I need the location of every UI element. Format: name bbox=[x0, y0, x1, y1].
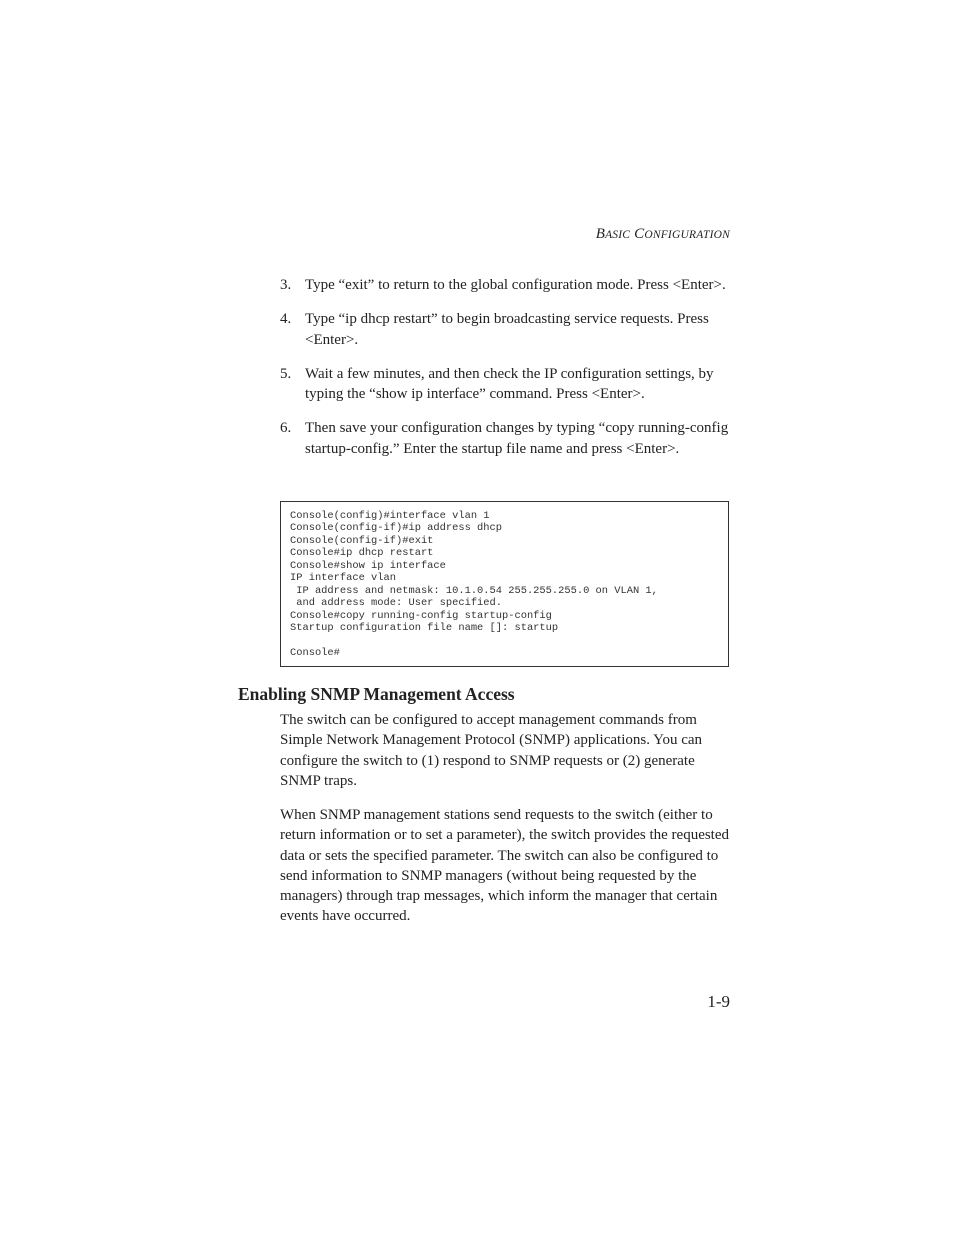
section-heading: Enabling SNMP Management Access bbox=[238, 684, 515, 704]
list-item bbox=[280, 309, 730, 350]
header-cap-b: B bbox=[595, 226, 606, 242]
step-text: Wait a few minutes, and then check the IP configuration settings, by typing the “show ip interface” command. Press <Enter>. bbox=[305, 365, 714, 402]
step-number: 3. bbox=[280, 277, 292, 293]
step-list bbox=[280, 275, 730, 473]
list-item bbox=[280, 364, 730, 405]
header-cap-c: C bbox=[634, 226, 645, 242]
step-text: Type “ip dhcp restart” to begin broadcasting service requests. Press <Enter>. bbox=[305, 311, 709, 348]
step-number: 4. bbox=[280, 311, 292, 327]
step-text: Type “exit” to return to the global configuration mode. Press <Enter>. bbox=[305, 277, 726, 293]
running-header bbox=[596, 226, 730, 243]
console-output: Console(config)#interface vlan 1 Console(config-if)#ip address dhcp Console(config-if)#exit Console#ip dhcp restart Console#show ip interface IP interface vlan IP address and netmask: 10.1.0.54 255.255.255.0 on VLAN 1, and address mode: User specified. Console#copy running-config startup-config Startup configuration file name []: startup Console# bbox=[290, 510, 658, 659]
header-rest-asic: ASIC bbox=[605, 229, 631, 241]
list-item bbox=[280, 275, 730, 296]
paragraph-intro: The switch can be configured to accept management commands from Simple Network Management Protocol (SNMP) applications. You can configure the switch to (1) respond to SNMP requests or (2) generate SNMP traps. bbox=[280, 712, 703, 789]
console-example-box bbox=[280, 501, 729, 667]
list-item bbox=[280, 418, 730, 459]
page-number: 1-9 bbox=[707, 992, 730, 1011]
step-text: Then save your configuration changes by typing “copy running-config startup-config.” Enter the startup file name and press <Enter>. bbox=[305, 420, 729, 457]
header-rest-onfiguration: ONFIGURATION bbox=[644, 229, 730, 241]
step-number: 5. bbox=[280, 365, 292, 382]
step-number: 6. bbox=[280, 420, 292, 436]
paragraph-details: When SNMP management stations send requests to the switch (either to return information or to set a parameter), the switch provides the requested data or sets the specified parameter. The switch can also be configured to send information to SNMP managers (without being requested by the managers) through trap messages, which inform the manager that certain events have occurred. bbox=[280, 807, 730, 925]
